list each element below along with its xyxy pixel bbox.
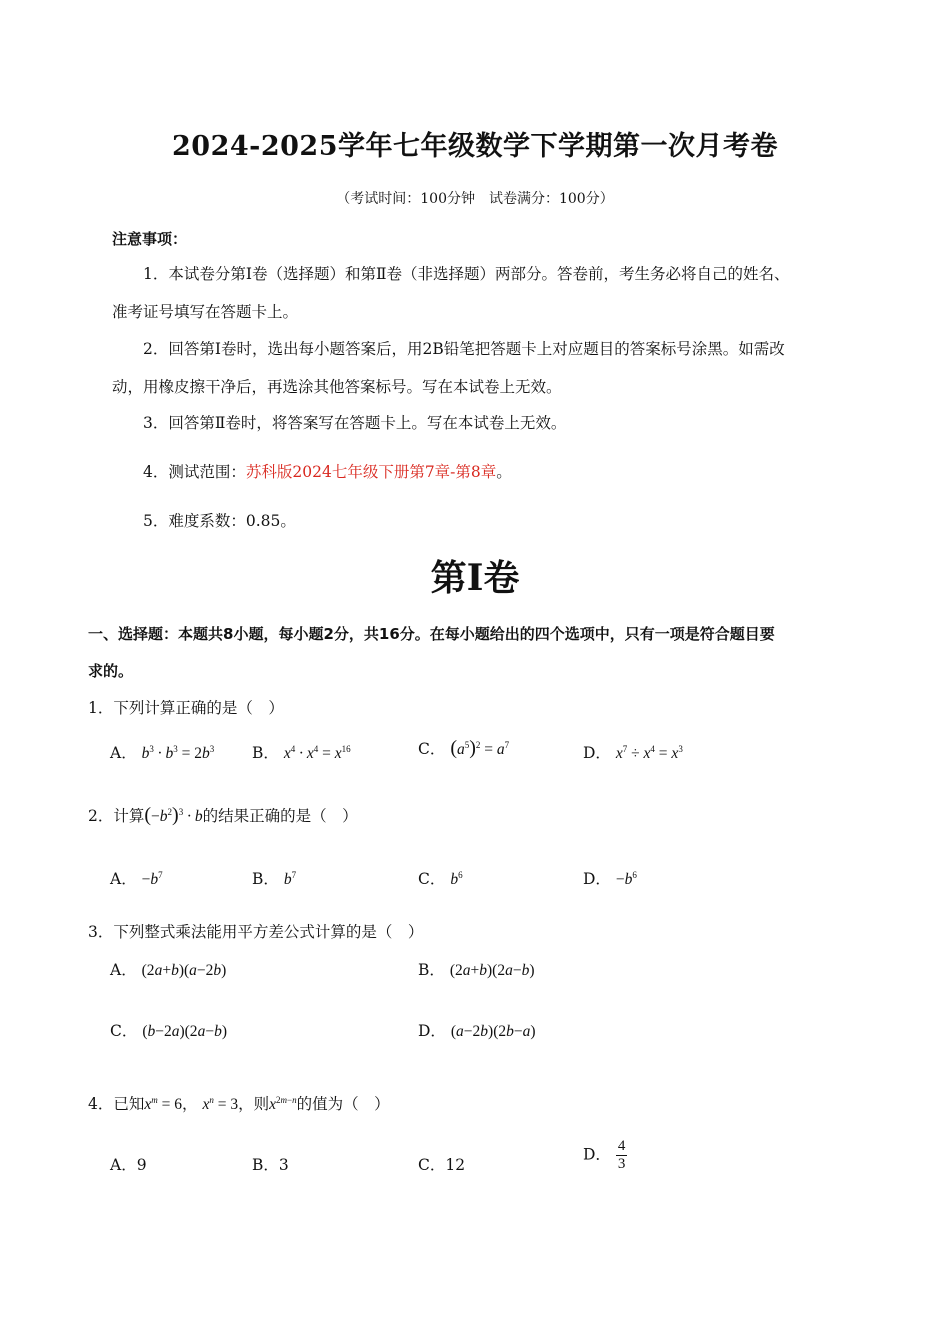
question-3-option-a (110, 958, 226, 980)
option-label: B． (418, 961, 445, 979)
notice-item-2-line-2: 动，用橡皮擦干净后，再选涂其他答案标号。写在本试卷上无效。 (112, 378, 562, 396)
option-value: 3 (278, 1156, 289, 1174)
option-formula: (2a+b)(a−2b) (141, 962, 227, 979)
question-2-number: 2．计算 (88, 807, 145, 825)
question-1-option-d (583, 741, 683, 763)
option-label: C． (418, 740, 446, 758)
question-1-stem: 1．下列计算正确的是（ ） (88, 699, 284, 717)
question-3-option-c (110, 1019, 227, 1041)
question-4-target: $x^{2m-n}$ (269, 1094, 297, 1113)
option-value: 9 (136, 1156, 147, 1174)
question-4-given-2: $x^n = 3$ (202, 1094, 239, 1113)
option-label: D． (418, 1022, 446, 1040)
question-4-separator-1: ， (182, 1095, 198, 1113)
section-1-line-2: 求的。 (88, 662, 134, 680)
question-1-option-a (110, 741, 214, 763)
exam-title: 2024-2025学年七年级数学下学期第一次月考卷 (172, 131, 778, 162)
option-formula: $-b^7$ (141, 869, 163, 888)
option-label: A． (110, 744, 137, 762)
question-2-option-d (583, 867, 637, 889)
option-formula: $b^7$ (283, 869, 297, 888)
volume-title: 第Ⅰ卷 (430, 557, 520, 599)
question-4-number: 4．已知 (88, 1095, 145, 1113)
option-formula: $b^6$ (450, 869, 463, 888)
notice-item-2-line-1: 2．回答第Ⅰ卷时，选出每小题答案后，用2B铅笔把答题卡上对应题目的答案标号涂黑。如需改 (143, 340, 785, 358)
option-label: D． (583, 744, 611, 762)
question-1-option-b (252, 741, 351, 763)
question-4-given-1: $x^m = 6$ (144, 1094, 183, 1113)
option-label: B． (252, 870, 279, 888)
question-2-stem (88, 804, 358, 827)
question-2-expression: $(-b^2)^3 \cdot b$ (144, 804, 203, 826)
option-label: D． (583, 1145, 611, 1164)
option-formula: $b^3 \cdot b^3 = 2b^3$ (141, 743, 215, 762)
notice-item-4 (143, 460, 512, 482)
option-formula: $x^4 \cdot x^4 = x^{16}$ (283, 743, 351, 762)
notice-item-1-line-1: 1．本试卷分第Ⅰ卷（选择题）和第Ⅱ卷（非选择题）两部分。答卷前，考生务必将自己的姓名、 (143, 265, 790, 283)
notice-item-5: 5．难度系数：0.85。 (143, 512, 296, 530)
question-4-tail: 的值为（ ） (296, 1095, 390, 1113)
notice-item-1-line-2: 准考证号填写在答题卡上。 (112, 303, 299, 321)
fraction-numerator: 4 (617, 1138, 626, 1154)
option-formula: $(a^5)^2 = a^7$ (450, 737, 510, 759)
option-formula: $x^7 \div x^4 = x^3$ (615, 743, 683, 762)
option-label: B． (252, 744, 279, 762)
question-3-option-d (418, 1019, 536, 1041)
option-formula: $-b^6$ (615, 869, 637, 888)
question-2-option-a (110, 867, 163, 889)
question-4-stem (88, 1092, 390, 1114)
question-2-option-c (418, 867, 463, 889)
question-2-tail: 的结果正确的是（ ） (202, 807, 358, 825)
question-3-option-b (418, 958, 535, 980)
question-4-option-a (110, 1153, 147, 1175)
notice-item-4-suffix: 。 (496, 463, 512, 481)
question-4-separator-2: ，则 (238, 1095, 270, 1113)
option-label: A． (110, 1156, 137, 1174)
section-1-line-1: 一、选择题：本题共8小题，每小题2分，共16分。在每小题给出的四个选项中，只有一项是符合题目要 (88, 625, 775, 643)
test-range: 苏科版2024七年级下册第7章-第8章 (245, 463, 497, 481)
question-4-option-c (418, 1153, 465, 1175)
option-label: C． (110, 1022, 138, 1040)
option-label: D． (583, 870, 611, 888)
notice-item-4-prefix: 4．测试范围： (143, 463, 246, 481)
option-label: A． (110, 870, 137, 888)
option-formula: (a−2b)(2b−a) (450, 1023, 536, 1040)
exam-subtitle: （考试时间：100分钟 试卷满分：100分） (336, 191, 614, 207)
option-formula: (2a+b)(2a−b) (449, 962, 535, 979)
notice-heading: 注意事项： (112, 230, 188, 248)
question-4-option-b (252, 1153, 289, 1175)
option-label: C． (418, 1156, 446, 1174)
option-label: C． (418, 870, 446, 888)
option-formula: (b−2a)(2a−b) (142, 1023, 227, 1040)
option-value: 12 (445, 1156, 466, 1174)
option-label: B． (252, 1156, 279, 1174)
question-2-option-b (252, 867, 296, 889)
notice-item-3: 3．回答第Ⅱ卷时，将答案写在答题卡上。写在本试卷上无效。 (143, 414, 567, 432)
option-label: A． (110, 961, 137, 979)
question-4-option-d (583, 1138, 627, 1173)
option-fraction (616, 1138, 628, 1173)
fraction-denominator: 3 (617, 1156, 626, 1172)
question-3-stem: 3．下列整式乘法能用平方差公式计算的是（ ） (88, 923, 424, 941)
question-1-option-c (418, 737, 509, 760)
